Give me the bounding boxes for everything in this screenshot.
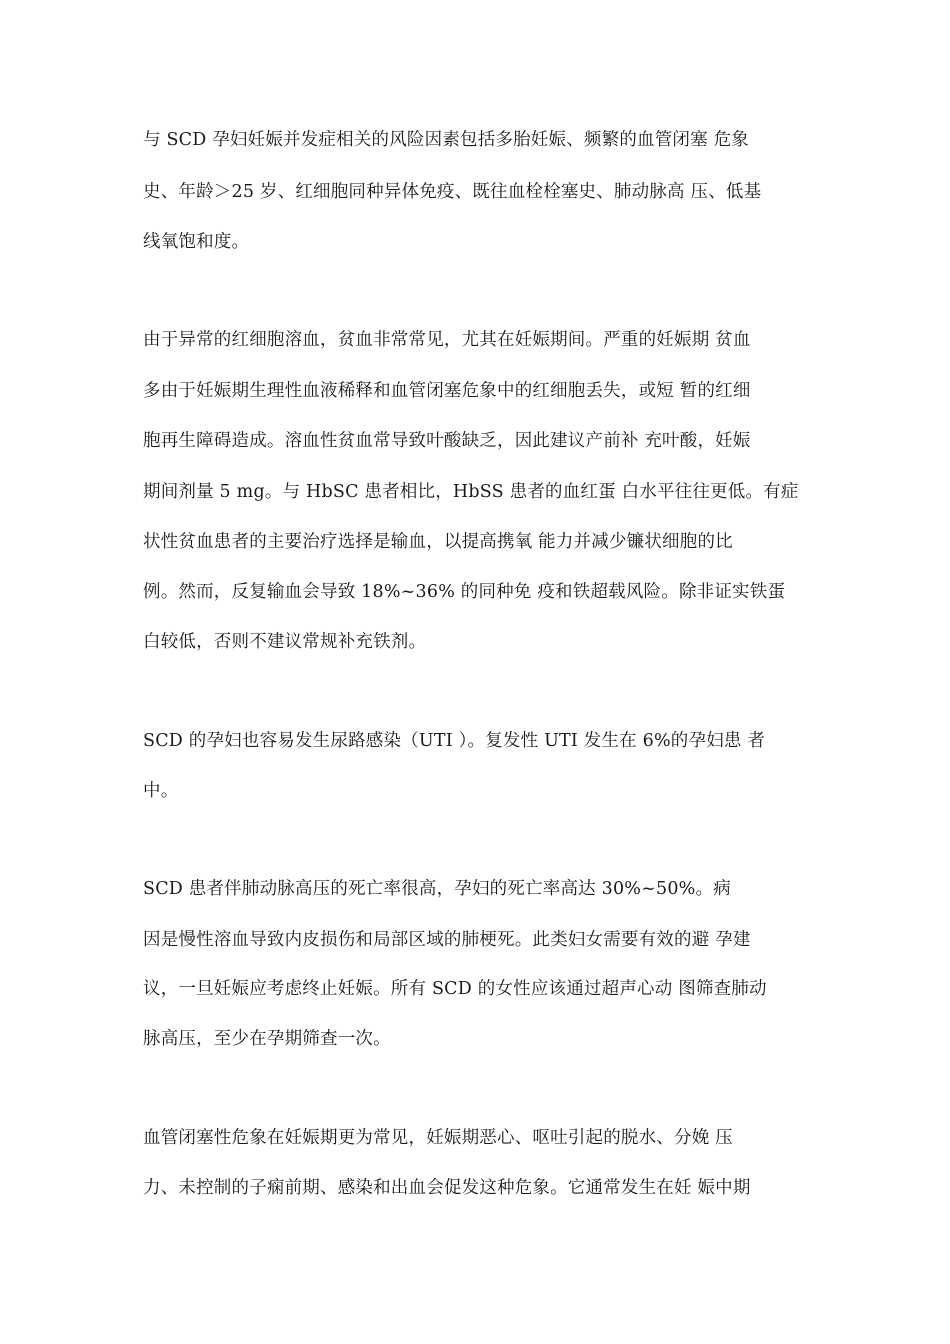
text-line: 因是慢性溶血导致内皮损伤和局部区域的肺梗死。此类妇女需要有效的避 孕建 xyxy=(143,930,751,950)
text-line: 由于异常的红细胞溶血，贫血非常常见，尤其在妊娠期间。严重的妊娠期 贫血 xyxy=(143,330,751,350)
text-line: 与 SCD 孕妇妊娠并发症相关的风险因素包括多胎妊娠、频繁的血管闭塞 危象 xyxy=(143,130,749,150)
text-line: 状性贫血患者的主要治疗选择是输血，以提高携氧 能力并减少镰状细胞的比 xyxy=(143,532,733,552)
text-line: 胞再生障碍造成。溶血性贫血常导致叶酸缺乏，因此建议产前补 充叶酸，妊娠 xyxy=(143,431,751,451)
text-line: 例。然而，反复输血会导致 18%~36% 的同种免 疫和铁超载风险。除非证实铁蛋 xyxy=(143,582,786,602)
text-line: 血管闭塞性危象在妊娠期更为常见，妊娠期恶心、呕吐引起的脱水、分娩 压 xyxy=(143,1128,733,1148)
text-line: 多由于妊娠期生理性血液稀释和血管闭塞危象中的红细胞丢失，或短 暂的红细 xyxy=(143,381,751,401)
text-line: 脉高压，至少在孕期筛查一次。 xyxy=(143,1029,391,1049)
text-line: 史、年龄＞25 岁、红细胞同种异体免疫、既往血栓栓塞史、肺动脉高 压、低基 xyxy=(143,182,762,202)
text-line: SCD 患者伴肺动脉高压的死亡率很高，孕妇的死亡率高达 30%~50%。病 xyxy=(143,879,731,899)
text-line: 议，一旦妊娠应考虑终止妊娠。所有 SCD 的女性应该通过超声心动 图筛查肺动 xyxy=(143,979,767,999)
text-line: 力、未控制的子痫前期、感染和出血会促发这种危象。它通常发生在妊 娠中期 xyxy=(143,1178,751,1198)
text-line: 期间剂量 5 mg。与 HbSC 患者相比，HbSS 患者的血红蛋 白水平往往更低。有症 xyxy=(143,482,799,502)
text-line: 线氧饱和度。 xyxy=(143,232,250,252)
text-line: 白较低，否则不建议常规补充铁剂。 xyxy=(143,632,427,652)
text-line: SCD 的孕妇也容易发生尿路感染（UTI ）。复发性 UTI 发生在 6%的孕妇患 者 xyxy=(143,731,766,751)
text-line: 中。 xyxy=(143,781,179,801)
